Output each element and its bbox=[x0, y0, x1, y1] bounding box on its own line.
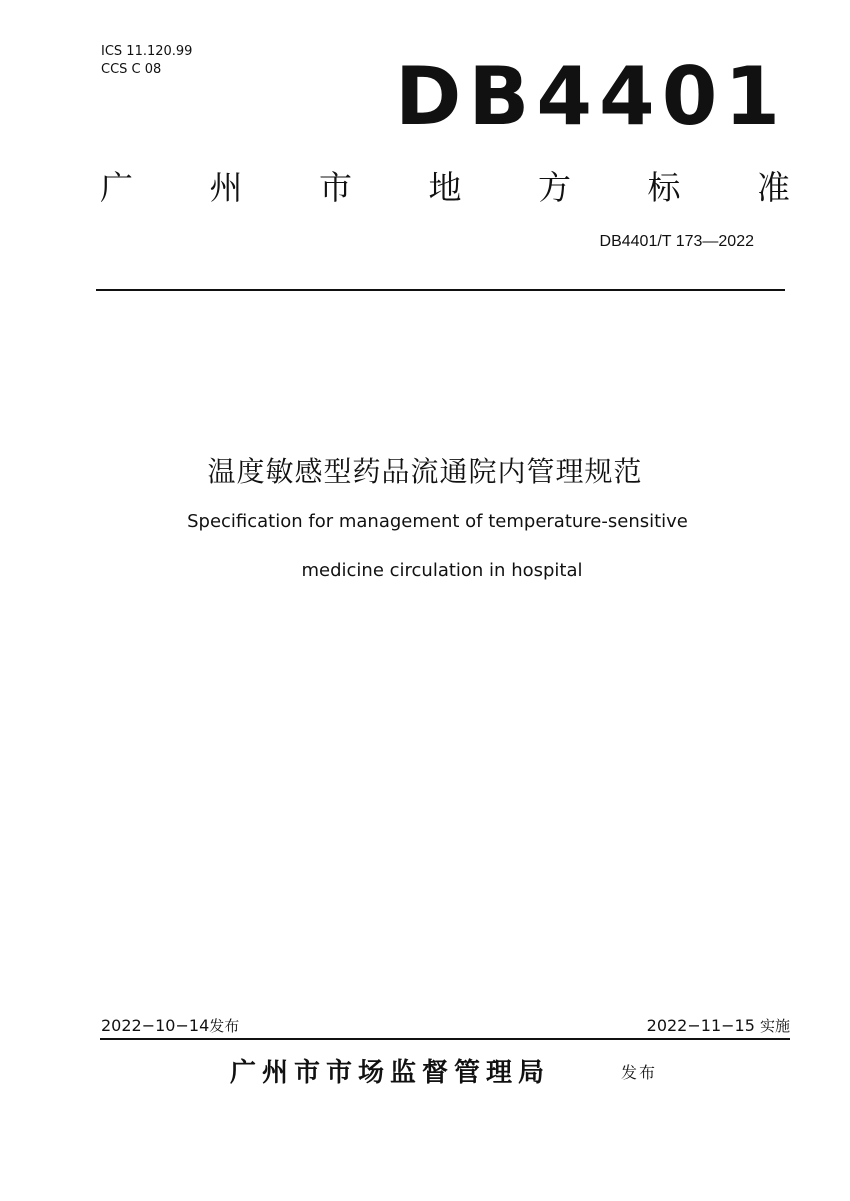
title-english-line-1: Specification for management of temperature-sensitive bbox=[187, 511, 688, 532]
standard-number: DB4401/T 173—2022 bbox=[599, 233, 754, 250]
heading-char: 广 bbox=[100, 168, 133, 207]
implement-date-block bbox=[647, 1015, 790, 1037]
heading-char: 方 bbox=[538, 168, 571, 207]
title-english-line-2: medicine circulation in hospital bbox=[301, 560, 583, 581]
heading-char: 准 bbox=[757, 168, 790, 207]
title-chinese: 温度敏感型药品流通院内管理规范 bbox=[207, 455, 643, 488]
release-date: 2022−10−14 bbox=[101, 1016, 210, 1035]
top-divider bbox=[96, 289, 785, 291]
issuer-suffix: 发布 bbox=[621, 1063, 658, 1082]
standard-logo: DB4401 bbox=[395, 50, 788, 143]
implement-label: 实施 bbox=[759, 1017, 790, 1035]
issuing-authority: 广州市市场监督管理局 bbox=[230, 1058, 551, 1088]
standard-type-heading bbox=[100, 168, 790, 208]
ccs-code: CCS C 08 bbox=[101, 62, 162, 77]
bottom-divider bbox=[100, 1038, 790, 1040]
release-date-block bbox=[101, 1015, 239, 1037]
heading-char: 地 bbox=[428, 168, 462, 207]
heading-char: 市 bbox=[319, 168, 352, 207]
classification-codes bbox=[101, 43, 192, 79]
ics-code: ICS 11.120.99 bbox=[101, 44, 193, 59]
implement-date: 2022−11−15 bbox=[646, 1016, 755, 1035]
release-label: 发布 bbox=[209, 1017, 240, 1035]
heading-char: 标 bbox=[647, 168, 681, 207]
heading-char: 州 bbox=[209, 168, 243, 207]
